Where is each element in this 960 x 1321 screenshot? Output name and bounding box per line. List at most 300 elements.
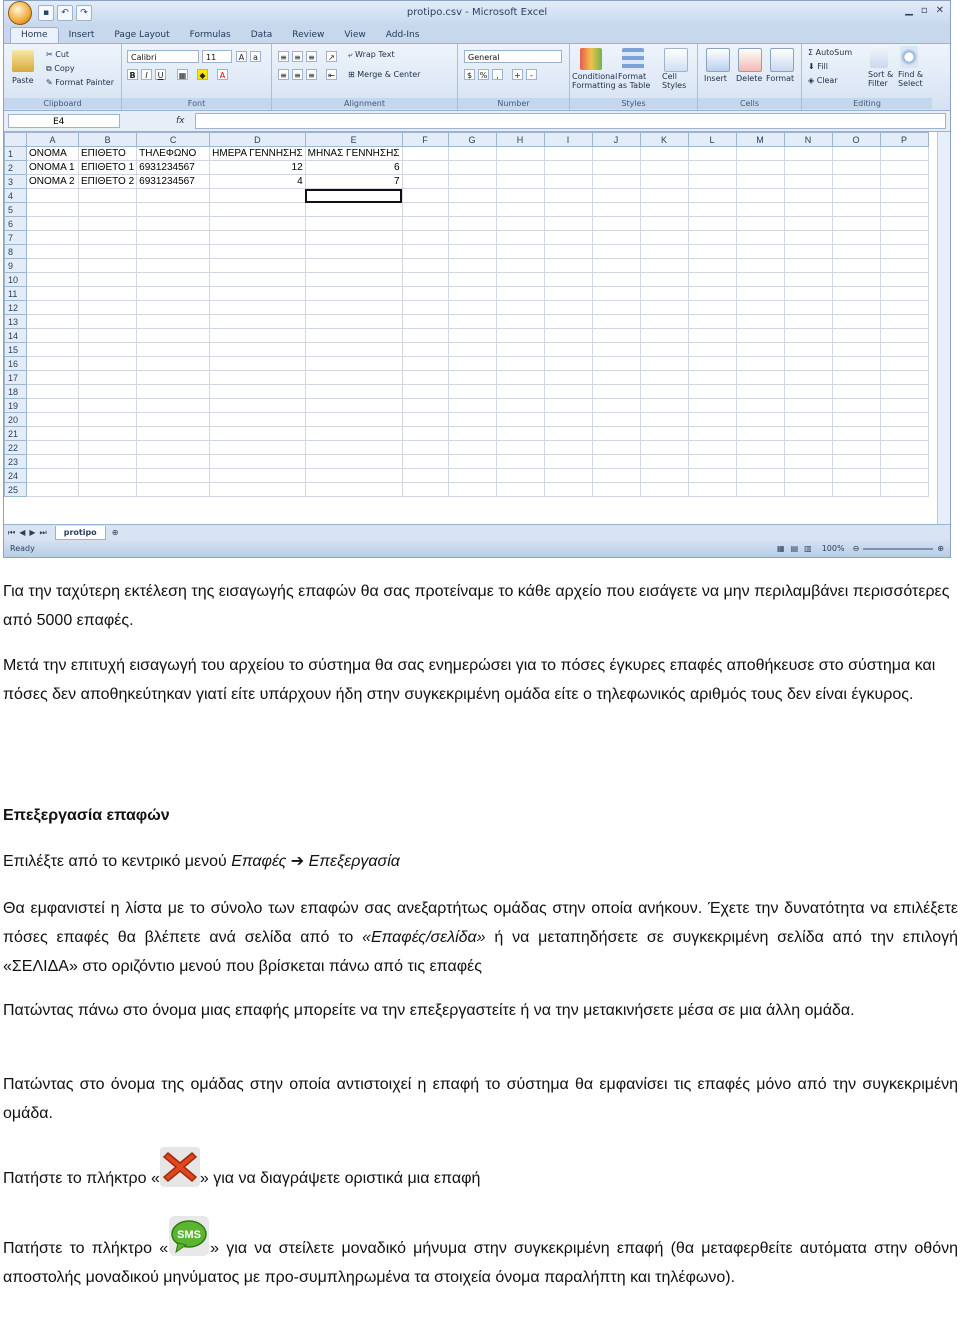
cell[interactable] — [210, 273, 305, 287]
column-header[interactable]: E — [305, 133, 402, 147]
maximize-icon[interactable]: ▫ — [920, 5, 928, 16]
cell[interactable] — [79, 357, 137, 371]
column-header[interactable]: H — [496, 133, 544, 147]
cell[interactable] — [688, 315, 736, 329]
cell[interactable] — [640, 385, 688, 399]
merge-center-button[interactable]: ⊞ Merge & Center — [348, 70, 421, 79]
row-header[interactable]: 25 — [5, 483, 27, 497]
cell[interactable] — [640, 161, 688, 175]
cell[interactable] — [688, 483, 736, 497]
cell[interactable] — [688, 469, 736, 483]
cell[interactable] — [640, 301, 688, 315]
select-all-corner[interactable] — [5, 133, 27, 147]
cell[interactable] — [688, 287, 736, 301]
cell[interactable] — [79, 455, 137, 469]
cell[interactable] — [832, 483, 880, 497]
cell[interactable] — [784, 469, 832, 483]
cell[interactable] — [592, 399, 640, 413]
align-bottom-icon[interactable]: ≡ — [306, 51, 317, 62]
cell[interactable] — [640, 189, 688, 203]
column-header[interactable]: K — [640, 133, 688, 147]
cell[interactable] — [27, 245, 79, 259]
cell[interactable] — [784, 203, 832, 217]
cell[interactable] — [305, 315, 402, 329]
cell[interactable] — [880, 161, 928, 175]
cell[interactable] — [448, 245, 496, 259]
cell[interactable] — [640, 427, 688, 441]
cell[interactable] — [880, 315, 928, 329]
page-break-view-icon[interactable]: ▥ — [804, 544, 812, 553]
cell[interactable] — [592, 245, 640, 259]
cell[interactable] — [784, 329, 832, 343]
cell[interactable] — [305, 413, 402, 427]
cell[interactable] — [640, 259, 688, 273]
cell[interactable] — [880, 147, 928, 161]
cell[interactable] — [880, 203, 928, 217]
font-name-select[interactable]: Calibri — [127, 50, 199, 63]
cell[interactable] — [210, 357, 305, 371]
cell[interactable] — [402, 357, 448, 371]
cell[interactable] — [402, 203, 448, 217]
cell[interactable] — [784, 259, 832, 273]
cell[interactable] — [688, 273, 736, 287]
cell[interactable] — [27, 217, 79, 231]
cell[interactable] — [137, 245, 210, 259]
cell[interactable] — [27, 385, 79, 399]
align-right-icon[interactable]: ≡ — [306, 69, 317, 80]
cell[interactable] — [640, 343, 688, 357]
row-header[interactable]: 5 — [5, 203, 27, 217]
cell[interactable] — [592, 343, 640, 357]
cell[interactable] — [79, 273, 137, 287]
zoom-level[interactable]: 100% — [821, 544, 845, 553]
cell[interactable] — [27, 231, 79, 245]
row-header[interactable]: 20 — [5, 413, 27, 427]
column-header[interactable]: L — [688, 133, 736, 147]
cell[interactable] — [736, 427, 784, 441]
cell[interactable] — [880, 427, 928, 441]
cell[interactable] — [544, 357, 592, 371]
cell[interactable] — [448, 483, 496, 497]
cell[interactable]: ΗΜΕΡΑ ΓΕΝΝΗΣΗΣ — [210, 147, 305, 161]
cell[interactable]: ΟΝΟΜΑ — [27, 147, 79, 161]
cell[interactable] — [640, 413, 688, 427]
column-header[interactable]: O — [832, 133, 880, 147]
cell[interactable] — [402, 287, 448, 301]
fill-color-icon[interactable]: ◆ — [197, 69, 208, 80]
cell[interactable] — [496, 189, 544, 203]
cell[interactable] — [137, 483, 210, 497]
cell[interactable] — [210, 329, 305, 343]
paste-button[interactable]: Paste — [12, 76, 34, 85]
cell[interactable] — [210, 441, 305, 455]
italic-icon[interactable]: I — [141, 69, 152, 80]
cell[interactable] — [27, 469, 79, 483]
cell[interactable] — [210, 315, 305, 329]
cell[interactable] — [448, 231, 496, 245]
cell[interactable] — [592, 147, 640, 161]
align-top-icon[interactable]: ≡ — [278, 51, 289, 62]
cell[interactable] — [402, 231, 448, 245]
cut-button[interactable]: ✂ Cut — [46, 50, 70, 59]
cell[interactable] — [402, 217, 448, 231]
cell[interactable] — [402, 329, 448, 343]
cell[interactable] — [544, 427, 592, 441]
find-select-button[interactable]: Find & Select — [898, 70, 924, 88]
cell[interactable] — [592, 413, 640, 427]
cell[interactable] — [784, 455, 832, 469]
cell[interactable] — [137, 371, 210, 385]
cell[interactable] — [402, 245, 448, 259]
name-box[interactable]: E4 — [8, 114, 120, 128]
last-sheet-icon[interactable]: ⏭ — [39, 527, 47, 537]
cell[interactable] — [402, 301, 448, 315]
cell[interactable] — [305, 385, 402, 399]
cell[interactable] — [79, 483, 137, 497]
cell[interactable] — [736, 399, 784, 413]
cell[interactable] — [305, 343, 402, 357]
cell[interactable] — [496, 315, 544, 329]
cell[interactable] — [448, 189, 496, 203]
cell[interactable] — [79, 469, 137, 483]
row-header[interactable]: 24 — [5, 469, 27, 483]
cell[interactable] — [79, 217, 137, 231]
cell[interactable] — [832, 189, 880, 203]
cell[interactable] — [27, 413, 79, 427]
cell[interactable] — [496, 217, 544, 231]
cell[interactable] — [448, 147, 496, 161]
cell[interactable] — [137, 203, 210, 217]
cell[interactable] — [79, 259, 137, 273]
minimize-icon[interactable]: ▁ — [905, 5, 913, 16]
row-header[interactable]: 15 — [5, 343, 27, 357]
cell[interactable] — [832, 161, 880, 175]
cell[interactable] — [27, 399, 79, 413]
cell[interactable] — [27, 287, 79, 301]
cell[interactable] — [688, 385, 736, 399]
cell[interactable] — [544, 441, 592, 455]
cell[interactable] — [736, 469, 784, 483]
fill-button[interactable]: ⬇ Fill — [808, 62, 828, 71]
borders-icon[interactable]: ▦ — [178, 71, 187, 80]
cell[interactable] — [137, 301, 210, 315]
cell[interactable] — [736, 259, 784, 273]
cell[interactable] — [27, 329, 79, 343]
cell[interactable] — [305, 455, 402, 469]
zoom-in-icon[interactable]: ⊕ — [937, 544, 944, 553]
cell[interactable]: ΕΠΙΘΕΤΟ 2 — [79, 175, 137, 189]
cell[interactable] — [79, 301, 137, 315]
decrease-decimal-icon[interactable]: - — [526, 69, 537, 80]
cell[interactable] — [784, 427, 832, 441]
cell[interactable] — [448, 455, 496, 469]
row-header[interactable]: 13 — [5, 315, 27, 329]
cell[interactable] — [137, 441, 210, 455]
cell[interactable] — [880, 413, 928, 427]
cell[interactable] — [880, 483, 928, 497]
currency-icon[interactable]: $ — [464, 69, 475, 80]
cell[interactable] — [448, 315, 496, 329]
cell[interactable] — [544, 301, 592, 315]
cell[interactable] — [784, 161, 832, 175]
delete-cells-icon[interactable] — [738, 48, 762, 72]
cell[interactable] — [736, 175, 784, 189]
insert-button[interactable]: Insert — [704, 74, 727, 83]
cell[interactable] — [27, 441, 79, 455]
cell[interactable] — [27, 189, 79, 203]
cell[interactable] — [544, 413, 592, 427]
comma-icon[interactable]: , — [492, 69, 503, 80]
cell[interactable] — [496, 399, 544, 413]
cell[interactable] — [496, 231, 544, 245]
format-cells-icon[interactable] — [770, 48, 794, 72]
cell[interactable] — [448, 287, 496, 301]
column-header[interactable]: N — [784, 133, 832, 147]
cell[interactable] — [496, 273, 544, 287]
cell[interactable] — [137, 329, 210, 343]
row-header[interactable]: 6 — [5, 217, 27, 231]
cell[interactable] — [544, 259, 592, 273]
bold-icon[interactable]: B — [127, 69, 138, 80]
cell[interactable] — [402, 427, 448, 441]
row-header[interactable]: 12 — [5, 301, 27, 315]
cell[interactable] — [305, 301, 402, 315]
cell[interactable] — [640, 441, 688, 455]
tab-data[interactable]: Data — [250, 30, 273, 40]
row-header[interactable]: 16 — [5, 357, 27, 371]
cell[interactable] — [544, 315, 592, 329]
cell[interactable] — [832, 441, 880, 455]
cell[interactable] — [210, 371, 305, 385]
cell[interactable] — [402, 441, 448, 455]
cell[interactable] — [784, 315, 832, 329]
redo-icon[interactable]: ↷ — [76, 5, 92, 21]
cell[interactable] — [592, 259, 640, 273]
align-left-icon[interactable]: ≡ — [278, 69, 289, 80]
row-header[interactable]: 17 — [5, 371, 27, 385]
sheet-tab-protipo[interactable]: protipo — [55, 526, 106, 540]
cell[interactable] — [832, 273, 880, 287]
cell[interactable] — [448, 329, 496, 343]
cell[interactable] — [688, 343, 736, 357]
cell[interactable] — [832, 385, 880, 399]
cell[interactable] — [544, 469, 592, 483]
cell[interactable] — [79, 189, 137, 203]
cell[interactable] — [544, 385, 592, 399]
cell[interactable] — [832, 231, 880, 245]
cell[interactable] — [402, 385, 448, 399]
cell[interactable] — [305, 371, 402, 385]
cell[interactable] — [688, 217, 736, 231]
increase-decimal-icon[interactable]: + — [512, 69, 523, 80]
cell[interactable] — [448, 371, 496, 385]
cell[interactable] — [544, 245, 592, 259]
column-header[interactable]: P — [880, 133, 928, 147]
cell[interactable] — [880, 217, 928, 231]
cell[interactable] — [27, 301, 79, 315]
tab-view[interactable]: View — [344, 30, 366, 40]
cell[interactable] — [592, 427, 640, 441]
cell[interactable] — [880, 301, 928, 315]
cell[interactable] — [736, 217, 784, 231]
formula-input[interactable] — [195, 113, 947, 129]
cell[interactable] — [640, 147, 688, 161]
cell[interactable] — [79, 413, 137, 427]
cell[interactable] — [27, 455, 79, 469]
cell[interactable] — [688, 203, 736, 217]
cell[interactable] — [402, 189, 448, 203]
cell[interactable] — [640, 357, 688, 371]
cell[interactable] — [402, 413, 448, 427]
cell[interactable] — [496, 175, 544, 189]
cell[interactable] — [688, 189, 736, 203]
format-painter-button[interactable]: ✎ Format Painter — [46, 78, 114, 87]
cell[interactable] — [688, 427, 736, 441]
cell[interactable] — [736, 441, 784, 455]
cell[interactable] — [27, 203, 79, 217]
shrink-font-icon[interactable]: a — [250, 51, 261, 62]
column-header[interactable]: J — [592, 133, 640, 147]
row-header[interactable]: 23 — [5, 455, 27, 469]
cell[interactable] — [448, 441, 496, 455]
cell[interactable] — [832, 399, 880, 413]
cell[interactable] — [402, 259, 448, 273]
cell[interactable] — [305, 273, 402, 287]
cell[interactable] — [137, 273, 210, 287]
orientation-icon[interactable]: ↗ — [326, 51, 337, 62]
conditional-formatting-icon[interactable] — [580, 48, 602, 70]
zoom-out-icon[interactable]: ⊖ — [852, 544, 860, 553]
font-size-select[interactable]: 11 — [202, 50, 232, 63]
format-as-table-button[interactable]: Format as Table — [618, 72, 651, 90]
cell[interactable] — [496, 455, 544, 469]
cell[interactable] — [784, 245, 832, 259]
row-header[interactable]: 18 — [5, 385, 27, 399]
cell[interactable] — [736, 161, 784, 175]
cell[interactable] — [210, 203, 305, 217]
vertical-scrollbar[interactable] — [937, 132, 950, 524]
cell[interactable] — [640, 273, 688, 287]
prev-sheet-icon[interactable]: ◀ — [19, 528, 26, 537]
cell[interactable] — [880, 175, 928, 189]
cell[interactable] — [832, 455, 880, 469]
cell[interactable] — [688, 147, 736, 161]
cell[interactable] — [448, 273, 496, 287]
sort-filter-button[interactable]: Sort & Filter — [868, 70, 894, 88]
cell[interactable] — [592, 483, 640, 497]
cell[interactable] — [496, 343, 544, 357]
cell[interactable] — [210, 301, 305, 315]
cell[interactable] — [880, 287, 928, 301]
cell[interactable] — [210, 483, 305, 497]
cell[interactable] — [784, 483, 832, 497]
cell[interactable] — [210, 245, 305, 259]
cell[interactable] — [210, 413, 305, 427]
column-header[interactable]: F — [402, 133, 448, 147]
cell[interactable] — [640, 175, 688, 189]
cell[interactable]: 12 — [210, 161, 305, 175]
cell[interactable] — [736, 203, 784, 217]
cell[interactable] — [79, 399, 137, 413]
cell[interactable] — [137, 413, 210, 427]
cell[interactable] — [448, 301, 496, 315]
cell[interactable] — [592, 175, 640, 189]
cell[interactable] — [305, 287, 402, 301]
insert-sheet-icon[interactable]: ⊕ — [111, 528, 119, 537]
cell[interactable]: 7 — [305, 175, 402, 189]
cell[interactable] — [592, 371, 640, 385]
cell[interactable] — [688, 175, 736, 189]
cell[interactable] — [832, 175, 880, 189]
cell[interactable] — [27, 427, 79, 441]
tab-home[interactable]: Home — [10, 27, 59, 43]
cell[interactable] — [640, 203, 688, 217]
cell[interactable] — [640, 315, 688, 329]
cell[interactable] — [592, 385, 640, 399]
cell[interactable] — [137, 231, 210, 245]
cell[interactable] — [640, 371, 688, 385]
cell[interactable] — [210, 287, 305, 301]
cell[interactable] — [784, 385, 832, 399]
copy-button[interactable]: ⧉ Copy — [46, 64, 75, 73]
cell[interactable] — [832, 329, 880, 343]
cell[interactable] — [880, 385, 928, 399]
cell[interactable] — [832, 371, 880, 385]
row-header[interactable]: 2 — [5, 161, 27, 175]
cell[interactable] — [880, 259, 928, 273]
cell[interactable] — [736, 371, 784, 385]
cell[interactable] — [688, 371, 736, 385]
format-as-table-icon[interactable] — [622, 48, 644, 70]
conditional-formatting-button[interactable]: Conditional Formatting — [572, 72, 618, 90]
cell[interactable] — [832, 315, 880, 329]
cell[interactable] — [832, 357, 880, 371]
cell[interactable] — [137, 287, 210, 301]
column-header[interactable]: I — [544, 133, 592, 147]
spreadsheet-grid[interactable] — [4, 132, 938, 524]
cell[interactable] — [448, 203, 496, 217]
cell[interactable]: ΟΝΟΜΑ 2 — [27, 175, 79, 189]
cell[interactable] — [137, 357, 210, 371]
cell[interactable] — [496, 413, 544, 427]
cell[interactable]: 6 — [305, 161, 402, 175]
cell[interactable] — [544, 371, 592, 385]
cell[interactable] — [27, 371, 79, 385]
row-header[interactable]: 4 — [5, 189, 27, 203]
cell[interactable] — [880, 399, 928, 413]
column-header[interactable]: D — [210, 133, 305, 147]
cell[interactable] — [496, 287, 544, 301]
row-header[interactable]: 21 — [5, 427, 27, 441]
cell[interactable] — [640, 231, 688, 245]
cell[interactable] — [784, 441, 832, 455]
cell[interactable] — [736, 287, 784, 301]
cell[interactable] — [880, 441, 928, 455]
cell[interactable] — [27, 357, 79, 371]
cell[interactable] — [305, 469, 402, 483]
cell[interactable] — [544, 231, 592, 245]
cell[interactable] — [210, 231, 305, 245]
cell[interactable] — [544, 189, 592, 203]
cell[interactable] — [880, 469, 928, 483]
cell[interactable] — [402, 469, 448, 483]
cell[interactable] — [137, 469, 210, 483]
cell[interactable] — [79, 329, 137, 343]
cell[interactable] — [544, 343, 592, 357]
cell[interactable] — [640, 245, 688, 259]
wrap-text-button[interactable]: ⤶ Wrap Text — [348, 50, 395, 59]
cell[interactable] — [688, 231, 736, 245]
